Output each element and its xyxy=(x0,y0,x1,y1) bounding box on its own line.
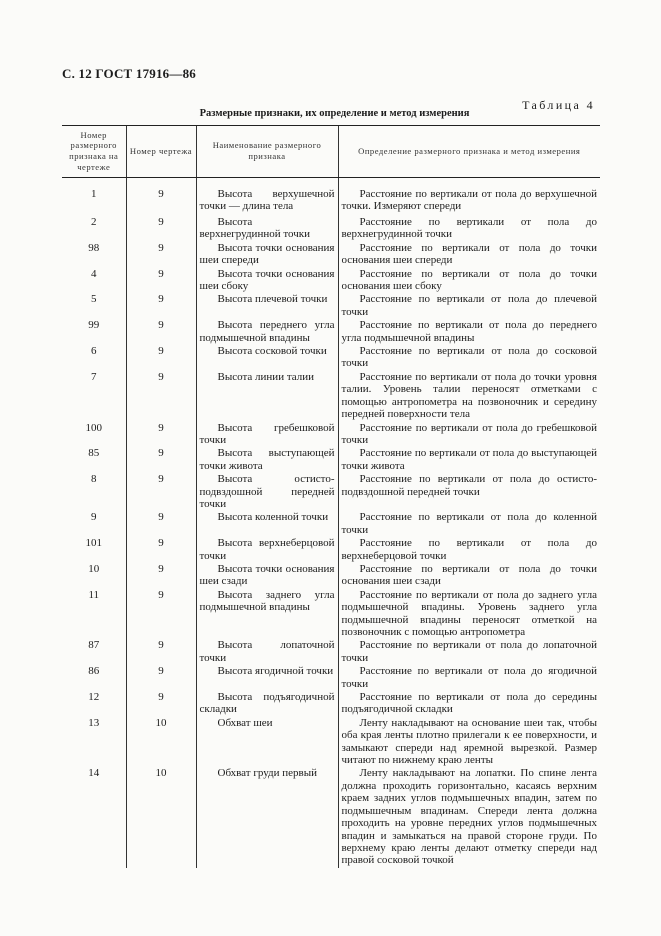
row-drawing-number: 9 xyxy=(158,370,164,383)
row-drawing-number-cell xyxy=(126,422,196,448)
row-feature-name-cell xyxy=(196,563,338,589)
row-definition-cell xyxy=(338,473,600,511)
table-row xyxy=(62,371,600,422)
table-row xyxy=(62,511,600,537)
row-number-cell xyxy=(62,717,126,768)
row-drawing-number: 9 xyxy=(158,216,164,228)
row-definition-cell xyxy=(338,188,600,216)
row-drawing-number-cell xyxy=(126,537,196,563)
row-drawing-number: 9 xyxy=(158,293,164,306)
row-number: 1 xyxy=(91,188,97,200)
row-feature-name: Высота плечевой точки xyxy=(217,293,328,306)
row-number: 6 xyxy=(91,345,97,358)
row-drawing-number: 9 xyxy=(158,665,164,678)
row-feature-name-cell xyxy=(196,665,338,691)
row-drawing-number: 9 xyxy=(158,511,164,524)
row-drawing-number-cell xyxy=(126,473,196,511)
row-definition-cell xyxy=(338,511,600,537)
row-number: 99 xyxy=(88,319,100,332)
row-drawing-number: 9 xyxy=(158,473,164,486)
row-drawing-number-cell xyxy=(126,371,196,422)
row-definition-cell xyxy=(338,447,600,473)
row-feature-name-cell xyxy=(196,691,338,717)
row-drawing-number-cell xyxy=(126,268,196,294)
row-feature-name: Высота лопаточной точки xyxy=(199,639,335,664)
row-number: 87 xyxy=(88,639,100,652)
row-feature-name: Высота выступающей точки живота xyxy=(199,447,335,472)
row-number: 85 xyxy=(88,447,100,460)
row-number-cell xyxy=(62,447,126,473)
row-number-cell xyxy=(62,473,126,511)
row-number-cell xyxy=(62,665,126,691)
row-feature-name: Высота точки основания шеи спереди xyxy=(199,241,335,267)
row-drawing-number-cell xyxy=(126,293,196,319)
row-definition: Расстояние по вертикали от пола до выступающей точки живота xyxy=(341,447,597,472)
row-drawing-number-cell xyxy=(126,319,196,345)
row-number-cell xyxy=(62,691,126,717)
row-number: 4 xyxy=(91,267,97,280)
row-feature-name-cell xyxy=(196,447,338,473)
row-feature-name-cell xyxy=(196,188,338,216)
row-drawing-number: 9 xyxy=(158,345,164,358)
row-definition-cell xyxy=(338,589,600,640)
table-row xyxy=(62,242,600,268)
row-feature-name-cell xyxy=(196,216,338,242)
row-number: 12 xyxy=(88,691,100,704)
row-feature-name-cell xyxy=(196,345,338,371)
row-drawing-number: 9 xyxy=(158,562,164,575)
column-header-number: Номер размерного признака на чертеже xyxy=(62,126,126,178)
row-definition: Ленту накладывают на основание шеи так, чтобы оба края ленты плотно прилегали к ее поверхности, и замыкают спереди над яремной вырезкой. Размер читают по нижнему краю ленты xyxy=(341,716,597,767)
row-number: 98 xyxy=(88,241,100,254)
row-number: 86 xyxy=(88,665,100,678)
row-number: 9 xyxy=(91,511,97,524)
row-drawing-number: 9 xyxy=(158,421,164,434)
table-row xyxy=(62,691,600,717)
row-definition-cell xyxy=(338,371,600,422)
table-row xyxy=(62,345,600,371)
column-header-definition: Определение размерного признака и метод измерения xyxy=(338,126,600,178)
row-feature-name: Высота подъягодичной складки xyxy=(199,691,335,716)
row-drawing-number-cell xyxy=(126,589,196,640)
row-number: 5 xyxy=(91,293,97,306)
column-header-drawing: Номер чертежа xyxy=(126,126,196,178)
table-row xyxy=(62,422,600,448)
row-feature-name: Высота верхушечной точки — длина тела xyxy=(199,188,335,213)
row-definition-cell xyxy=(338,268,600,294)
row-number-cell xyxy=(62,511,126,537)
table-title: Размерные признаки, их определение и метод измерения xyxy=(199,108,470,119)
row-feature-name: Высота точки основания шеи сбоку xyxy=(199,267,335,293)
table-row xyxy=(62,319,600,345)
row-drawing-number: 9 xyxy=(158,537,164,550)
row-feature-name: Высота заднего угла подмышечной впадины xyxy=(199,588,335,614)
row-feature-name-cell xyxy=(196,473,338,511)
row-definition: Расстояние по вертикали от пола до точки основания шеи спереди xyxy=(341,241,597,267)
row-number-cell xyxy=(62,319,126,345)
table-row xyxy=(62,589,600,640)
row-number-cell xyxy=(62,371,126,422)
row-number: 14 xyxy=(88,767,100,780)
header-spacer xyxy=(62,178,600,189)
row-definition: Расстояние по вертикали от пола до точки основания шеи сзади xyxy=(341,562,597,588)
table-body xyxy=(62,178,600,868)
row-drawing-number-cell xyxy=(126,511,196,537)
row-feature-name-cell xyxy=(196,717,338,768)
row-definition-cell xyxy=(338,216,600,242)
row-number-cell xyxy=(62,216,126,242)
row-definition-cell xyxy=(338,345,600,371)
row-drawing-number-cell xyxy=(126,717,196,768)
row-feature-name: Высота переднего угла подмышечной впадины xyxy=(199,319,335,344)
row-definition: Расстояние по вертикали от пола до остисто-подвздошной передней точки xyxy=(341,473,597,498)
row-number-cell xyxy=(62,589,126,640)
row-definition-cell xyxy=(338,537,600,563)
row-feature-name: Высота остисто-подвздошной передней точки xyxy=(199,473,335,510)
row-definition-cell xyxy=(338,422,600,448)
row-definition: Расстояние по вертикали от пола до середины подъягодичной складки xyxy=(341,691,597,716)
row-number-cell xyxy=(62,268,126,294)
row-feature-name: Высота ягодичной точки xyxy=(217,665,334,678)
row-drawing-number: 9 xyxy=(158,267,164,280)
measurements-table xyxy=(62,125,600,868)
row-feature-name-cell xyxy=(196,371,338,422)
row-feature-name: Высота точки основания шеи сзади xyxy=(199,562,335,588)
row-drawing-number-cell xyxy=(126,767,196,867)
row-drawing-number: 9 xyxy=(158,691,164,704)
row-drawing-number-cell xyxy=(126,188,196,216)
table-row xyxy=(62,188,600,216)
row-drawing-number: 10 xyxy=(155,767,167,780)
row-drawing-number-cell xyxy=(126,665,196,691)
row-drawing-number: 10 xyxy=(155,716,167,729)
row-definition-cell xyxy=(338,665,600,691)
table-row xyxy=(62,767,600,867)
table-row xyxy=(62,216,600,242)
row-definition: Расстояние по вертикали от пола до сосковой точки xyxy=(341,345,597,370)
row-feature-name-cell xyxy=(196,767,338,867)
row-number-cell xyxy=(62,639,126,665)
row-number-cell xyxy=(62,422,126,448)
row-number: 7 xyxy=(91,370,97,383)
row-definition-cell xyxy=(338,639,600,665)
table-row xyxy=(62,665,600,691)
row-definition-cell xyxy=(338,691,600,717)
table-label: Таблица 4 xyxy=(522,98,595,112)
row-number-cell xyxy=(62,293,126,319)
row-definition: Расстояние по вертикали от пола до заднего угла подмышечной впадины. Уровень заднего угла подмышечной впадины переносят отметкой на позвоночник с помощью антропометра xyxy=(341,588,597,638)
table-row xyxy=(62,717,600,768)
row-feature-name-cell xyxy=(196,639,338,665)
row-feature-name: Обхват шеи xyxy=(217,716,273,729)
row-definition-cell xyxy=(338,319,600,345)
row-definition-cell xyxy=(338,242,600,268)
row-drawing-number: 9 xyxy=(158,319,164,332)
table-row xyxy=(62,537,600,563)
row-definition: Ленту накладывают на лопатки. По спине лента должна проходить горизонтально, касаясь верхним краем задних углов подмышечных впадин, затем по подмышечным впадинам. Спереди лента должна проходить на уровне передних углов подмышечных впадин и замыкаться на правой стороне груди. По верхнему краю ленты делают отметку спереди над правой сосковой точкой xyxy=(341,767,597,867)
row-number-cell xyxy=(62,242,126,268)
row-drawing-number-cell xyxy=(126,242,196,268)
row-drawing-number-cell xyxy=(126,563,196,589)
row-definition: Расстояние по вертикали от пола до верхнегрудинной точки xyxy=(341,216,597,241)
row-drawing-number: 9 xyxy=(158,588,164,601)
row-definition: Расстояние по вертикали от пола до лопаточной точки xyxy=(341,639,597,664)
row-number: 11 xyxy=(88,588,100,601)
row-number-cell xyxy=(62,537,126,563)
row-definition-cell xyxy=(338,563,600,589)
row-drawing-number-cell xyxy=(126,691,196,717)
row-drawing-number: 9 xyxy=(158,241,164,254)
row-feature-name-cell xyxy=(196,242,338,268)
row-drawing-number: 9 xyxy=(158,639,164,652)
row-number-cell xyxy=(62,563,126,589)
table-row xyxy=(62,473,600,511)
row-feature-name: Высота линии талии xyxy=(217,370,315,383)
row-feature-name-cell xyxy=(196,511,338,537)
table-row xyxy=(62,293,600,319)
row-drawing-number-cell xyxy=(126,639,196,665)
row-definition-cell xyxy=(338,767,600,867)
row-definition: Расстояние по вертикали от пола до гребешковой точки xyxy=(341,421,597,446)
row-number: 8 xyxy=(91,473,97,486)
row-feature-name-cell xyxy=(196,319,338,345)
row-definition: Расстояние по вертикали от пола до точки основания шеи сбоку xyxy=(341,267,597,293)
row-drawing-number: 9 xyxy=(158,188,164,200)
row-number-cell xyxy=(62,188,126,216)
row-number: 2 xyxy=(91,216,97,228)
row-feature-name: Высота верхнегрудинной точки xyxy=(199,216,310,241)
row-feature-name-cell xyxy=(196,537,338,563)
row-feature-name: Обхват груди первый xyxy=(217,767,317,780)
row-number: 13 xyxy=(88,716,100,729)
row-feature-name-cell xyxy=(196,293,338,319)
row-number: 10 xyxy=(88,562,100,575)
table-row xyxy=(62,639,600,665)
table-row xyxy=(62,563,600,589)
row-definition: Расстояние по вертикали от пола до точки уровня талии. Уровень талии переносят отметками с помощью антропометра на позвоночник и середину передней поверхности тела xyxy=(341,370,597,421)
row-number: 101 xyxy=(85,537,102,550)
row-drawing-number: 9 xyxy=(158,447,164,460)
row-feature-name: Высота сосковой точки xyxy=(217,345,327,358)
row-definition: Расстояние по вертикали от пола до переднего угла подмышечной впадины xyxy=(341,319,597,344)
row-definition-cell xyxy=(338,293,600,319)
row-definition: Расстояние по вертикали от пола до верхушечной точки. Измеряют спереди xyxy=(341,188,597,213)
row-feature-name-cell xyxy=(196,589,338,640)
row-definition-cell xyxy=(338,717,600,768)
row-definition: Расстояние по вертикали от пола до плечевой точки xyxy=(341,293,597,318)
row-number-cell xyxy=(62,767,126,867)
row-feature-name: Высота коленной точки xyxy=(217,511,329,524)
row-drawing-number-cell xyxy=(126,447,196,473)
row-definition: Расстояние по вертикали от пола до верхнеберцовой точки xyxy=(341,537,597,562)
table-header-row xyxy=(62,126,600,178)
table-row xyxy=(62,447,600,473)
row-definition: Расстояние по вертикали от пола до ягодичной точки xyxy=(341,665,597,690)
row-feature-name-cell xyxy=(196,268,338,294)
row-number-cell xyxy=(62,345,126,371)
row-definition: Расстояние по вертикали от пола до коленной точки xyxy=(341,511,597,536)
table-row xyxy=(62,268,600,294)
column-header-name: Наименование размерного признака xyxy=(196,126,338,178)
row-drawing-number-cell xyxy=(126,345,196,371)
row-drawing-number-cell xyxy=(126,216,196,242)
page-header: С. 12 ГОСТ 17916—86 xyxy=(62,66,196,81)
row-number: 100 xyxy=(85,421,102,434)
row-feature-name-cell xyxy=(196,422,338,448)
row-feature-name: Высота верхнеберцовой точки xyxy=(199,537,335,562)
row-feature-name: Высота гребешковой точки xyxy=(199,421,335,446)
